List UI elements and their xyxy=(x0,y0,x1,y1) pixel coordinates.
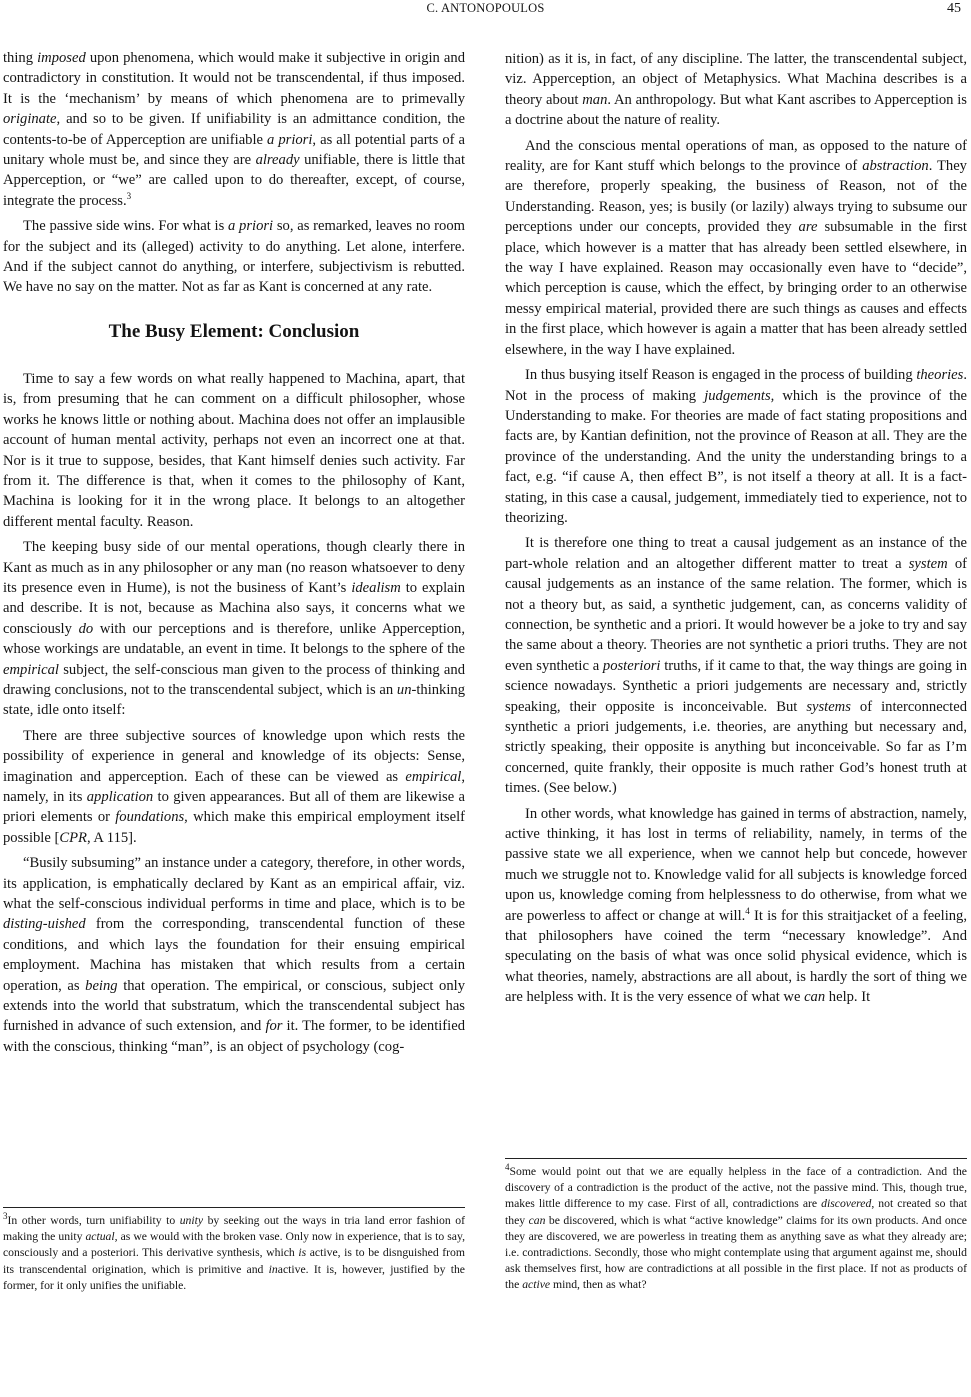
right-column xyxy=(505,49,967,1013)
paragraph: And the conscious mental operations of man, as opposed to the nature of reality, are for Kant stuff which belongs to the province of abstraction. They are therefore, properly speaking, the business of Reason, not of the Understanding. Reason, yes; is busily (or lazily) always trying to subsume our perceptions under our concepts, provided they are subsumable in the first place, which however is a matter that has already been settled elsewhere, in the way I have explained. Reason may occasionally even have to “decide”, which perception is cause, which the effect, by bringing order to an otherwise messy empirical material, provided there are such things as causes and effects in the first place, which however is again a matter that has been already settled elsewhere, in the way I have explained. xyxy=(505,137,967,358)
paragraph: “Busily subsuming” an instance under a category, therefore, in other words, its application, is emphatically declared by Kant as an empirical affair, viz. what the self-conscious individual performs in time and place, which is to be disting-uished from the corresponding, transcendental function of these conditions, and which lays the foundation for their ensuing empirical employment. Machina has mistaken that which results from a certain operation, as being that operation. The empirical, or conscious, subject only extends into the world that substratum, which the transcendental subject has furnished in advance of such extension, and for it. The former, to be identified with the conscious, thinking “man”, is an object of psychology (cog- xyxy=(3,855,466,1055)
footnote-text: $^3$In other words, turn unifiability to unity by seeking out the ways in tria land error fashion of making the unity actual, as we would with the broken vase. Only now in experience, that is to say, consciously and a posteriori. This derivative synthesis, which is active, is to be disnguished from its transcendental origination, which is primitive and inactive. It is, however, justified by the former, for it only unifies the unifiable. xyxy=(3,1211,465,1292)
section-heading: The Busy Element: Conclusion xyxy=(108,320,360,342)
footnote-3 xyxy=(3,1213,465,1294)
paragraph: Time to say a few words on what really happened to Machina, apart, that is, from presuming that he can comment on a difficult philosopher, whose works he knows little or nothing about. Machina does not offer an implausible account of human mental activity, perhaps not even an incorrect one at that. Nor is it true to suppose, besides, that Kant himself denies such activity. Far from it. The difference is that, when it comes to the philosophy of Kant, Machina is looking for it in the wrong place. It belongs to an altogether different mental faculty. Reason. xyxy=(3,370,465,530)
page-number: 45 xyxy=(947,1,961,16)
footnote-rule xyxy=(3,1207,465,1208)
block-quote: There are three subjective sources of knowledge upon which rests the possibility of experience in general and knowledge of its objects: Sense, imagination and apperception. Each of these can be viewed as empirical, namely, in its application to given appearances. But all of them are likewise a priori elements or foundations, which make this empirical employment itself possible [CPR, A 115]. xyxy=(3,727,465,846)
paragraph: nition) as it is, in fact, of any discipline. The latter, the transcendental subject, viz. Apperception, an object of Metaphysics. What Machina describes is a theory about man. An anthropology. But what Kant ascribes to Apperception is a doctrine about the nature of reality. xyxy=(505,51,967,129)
paragraph: The keeping busy side of our mental operations, though clearly there in Kant as much as in any philosopher or any man (no reason whatsoever to deny its presence even in Hume), is not the business of Kant’s idealism to explain and describe. It is not, because as Machina also says, it concerns what we consciously do with our perceptions and is therefore, unlike Apperception, whose workings are undatable, an event in time. It belongs to the sphere of the empirical subject, the self-conscious man given to the process of thinking and drawing conclusions, not to the transcendental subject, which is an un-thinking state, idle onto itself: xyxy=(3,539,465,719)
paragraph: It is therefore one thing to treat a causal judgement as an instance of the part-whole relation and an altogether different matter to treat a system of causal judgements as an instance of the same relation. The former, which is not a theory but, as said, a synthetic judgement, can, as concerns validity of connection, be synthetic and a priori. It would however be a joke to try and say the same about a theory. Theories are not synthetic a priori truths. They are not even synthetic a posteriori truths, if it came to that, the way things are going in science nowadays. Synthetic a priori judgements are necessary and, strictly speaking, their opposite is inconceivable. But systems of interconnected synthetic a priori judgements, i.e. theories, are anything but necessary and, strictly speaking, their opposite is anything but inconceivable. So far as I’m concerned, quite frankly, their opposite is much rather God’s honest truth at times. (See below.) xyxy=(505,535,968,797)
footnote-text: $^4$Some would point out that we are equally helpless in the face of a contradiction. And the discovery of a contradiction is the product of the active, not the passive mind. This, though true, makes little difference to my case. First of all, contradictions are discovered, not created so that they can be discovered, which is what “active knowledge” claims for its own products. And once they are discovered, we are powerless in treating them as anything save as what they already are; i.e. contradictions. Secondly, those who might contemplate using that argument against me, should ask themselves first, how are contradictions at all possible in the first place. If not as products of the active mind, then as what? xyxy=(505,1162,967,1292)
left-column xyxy=(3,48,465,1062)
paragraph: The passive side wins. For what is a priori so, as remarked, leaves no room for the subject and its (alleged) activity to do anything. Let alone, interfere. And if the subject cannot do anything, or interfere, subjectivism is rebutted. We have no say on the matter. Not as far as Kant is concerned at any rate. xyxy=(3,218,465,296)
footnote-4 xyxy=(505,1164,967,1294)
paragraph: In thus busying itself Reason is engaged in the process of building theories. Not in the process of making judgements, which is the province of the Understanding to make. For theories are made of fact stating propositions and facts are, by Kantian definition, not the province of Reason at all. They are the province of the understanding. And the unity the understanding brings to a fact, e.g. “if cause A, then effect B”, is not itself a theory at all. It is a fact-stating, in this case a causal, judgement, immediately tied to experience, not to theorizing. xyxy=(505,367,967,526)
running-head: C. ANTONOPOULOS xyxy=(426,1,545,15)
paragraph: thing imposed upon phenomena, which would make it subjective in origin and contradictory in constitution. It would not be transcendental, if thus imposed. It is the ‘mechanism’ by means of which phenomena are to primevally originate, and so to be given. If unifiability is an admittance condition, the contents-to-be of Apperception are unifiable a priori, as all potential parts of a unitary whole must be, and since they are already unifiable, there is little that Apperception, or “we” are called upon to do thereafter, except, of course, integrate the process.$^3$ xyxy=(3,50,466,209)
page-header xyxy=(0,0,971,24)
footnote-rule xyxy=(505,1158,967,1159)
paragraph: In other words, what knowledge has gained in terms of abstraction, namely, active thinking, it has lost in terms of reliability, namely, in terms of the passive state we all experience, when we cannot help but concede, however much we struggle not to. Knowledge valid for all subjects is knowledge forced upon us, knowledge coming from helplessness to do otherwise, from what we are powerless to affect or change at will.$^4$ It is for this straitjacket of a feeling, that philosophers have coined the term “necessary knowledge”. And speculating on the basis of what was once solid physical evidence, which is what theories, namely, abstractions are all about, is hardly the sort of thing we are helpless with. It is the very essence of what we can help. It xyxy=(505,805,967,1006)
